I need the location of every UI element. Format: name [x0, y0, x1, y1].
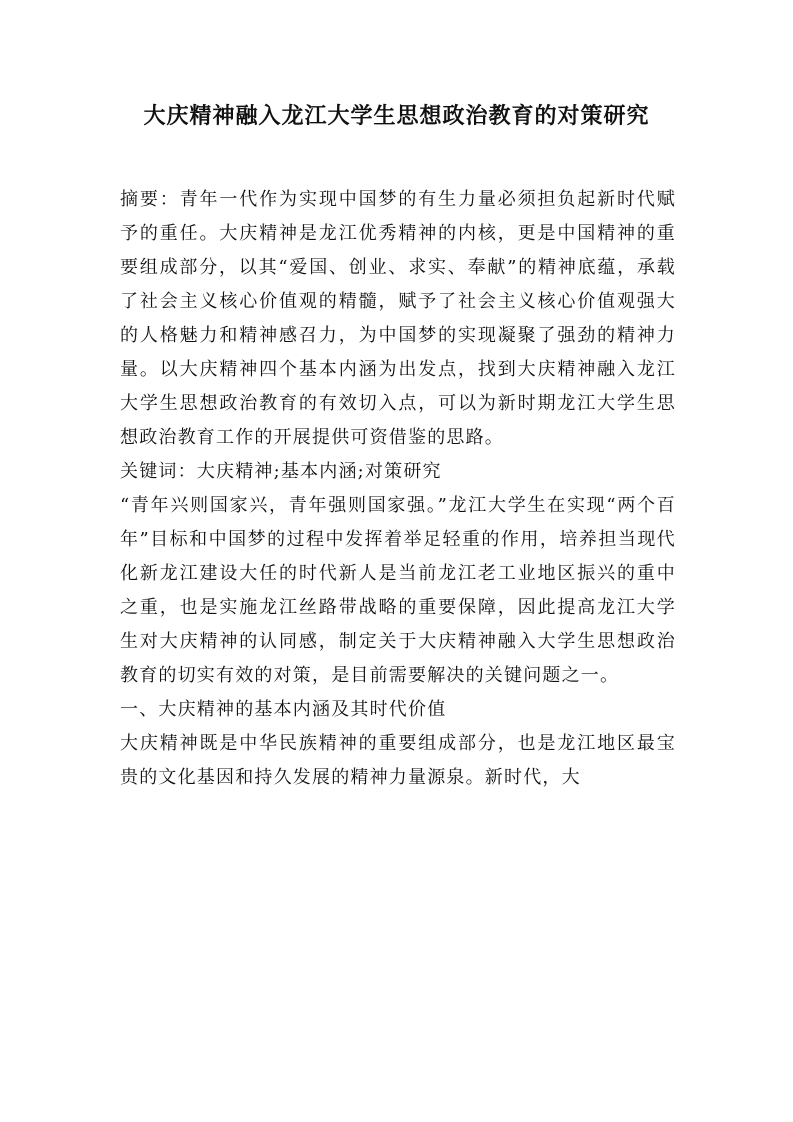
document-title: 大庆精神融入龙江大学生思想政治教育的对策研究	[143, 103, 650, 129]
keywords-label: 关键词：	[120, 461, 197, 482]
keywords-text: 大庆精神;基本内涵;对策研究	[196, 461, 442, 482]
abstract-text: 青年一代作为实现中国梦的有生力量必须担负起新时代赋予的重任。大庆精神是龙江优秀精神的内核，更是中国精神的重要组成部分，以其“爱国、创业、求实、奉献”的精神底蕴，承载了社会主义核心价值观的精髓，赋予了社会主义核心价值观强大的人格魅力和精神感召力，为中国梦的实现凝聚了强劲的精神力量。以大庆精神四个基本内涵为出发点，找到大庆精神融入龙江大学生思想政治教育的有效切入点，可以为新时期龙江大学生思想政治教育工作的开展提供可资借鉴的思路。	[120, 189, 677, 448]
keywords-paragraph	[120, 455, 676, 489]
abstract-label: 摘要：	[120, 189, 180, 210]
intro-paragraph: “青年兴则国家兴，青年强则国家强。”龙江大学生在实现“两个百年”目标和中国梦的过程中发挥着举足轻重的作用，培养担当现代化新龙江建设大任的时代新人是当前龙江老工业地区振兴的重中之重，也是实施龙江丝路带战略的重要保障，因此提高龙江大学生对大庆精神的认同感，制定关于大庆精神融入大学生思想政治教育的切实有效的对策，是目前需要解决的关键问题之一。	[120, 495, 676, 686]
section-1-paragraph: 大庆精神既是中华民族精神的重要组成部分，也是龙江地区最宝贵的文化基因和持久发展的精神力量源泉。新时代，大	[120, 733, 676, 788]
document-body	[120, 183, 676, 795]
section-1-heading: 一、大庆精神的基本内涵及其时代价值	[120, 699, 447, 720]
abstract-paragraph	[120, 183, 676, 455]
